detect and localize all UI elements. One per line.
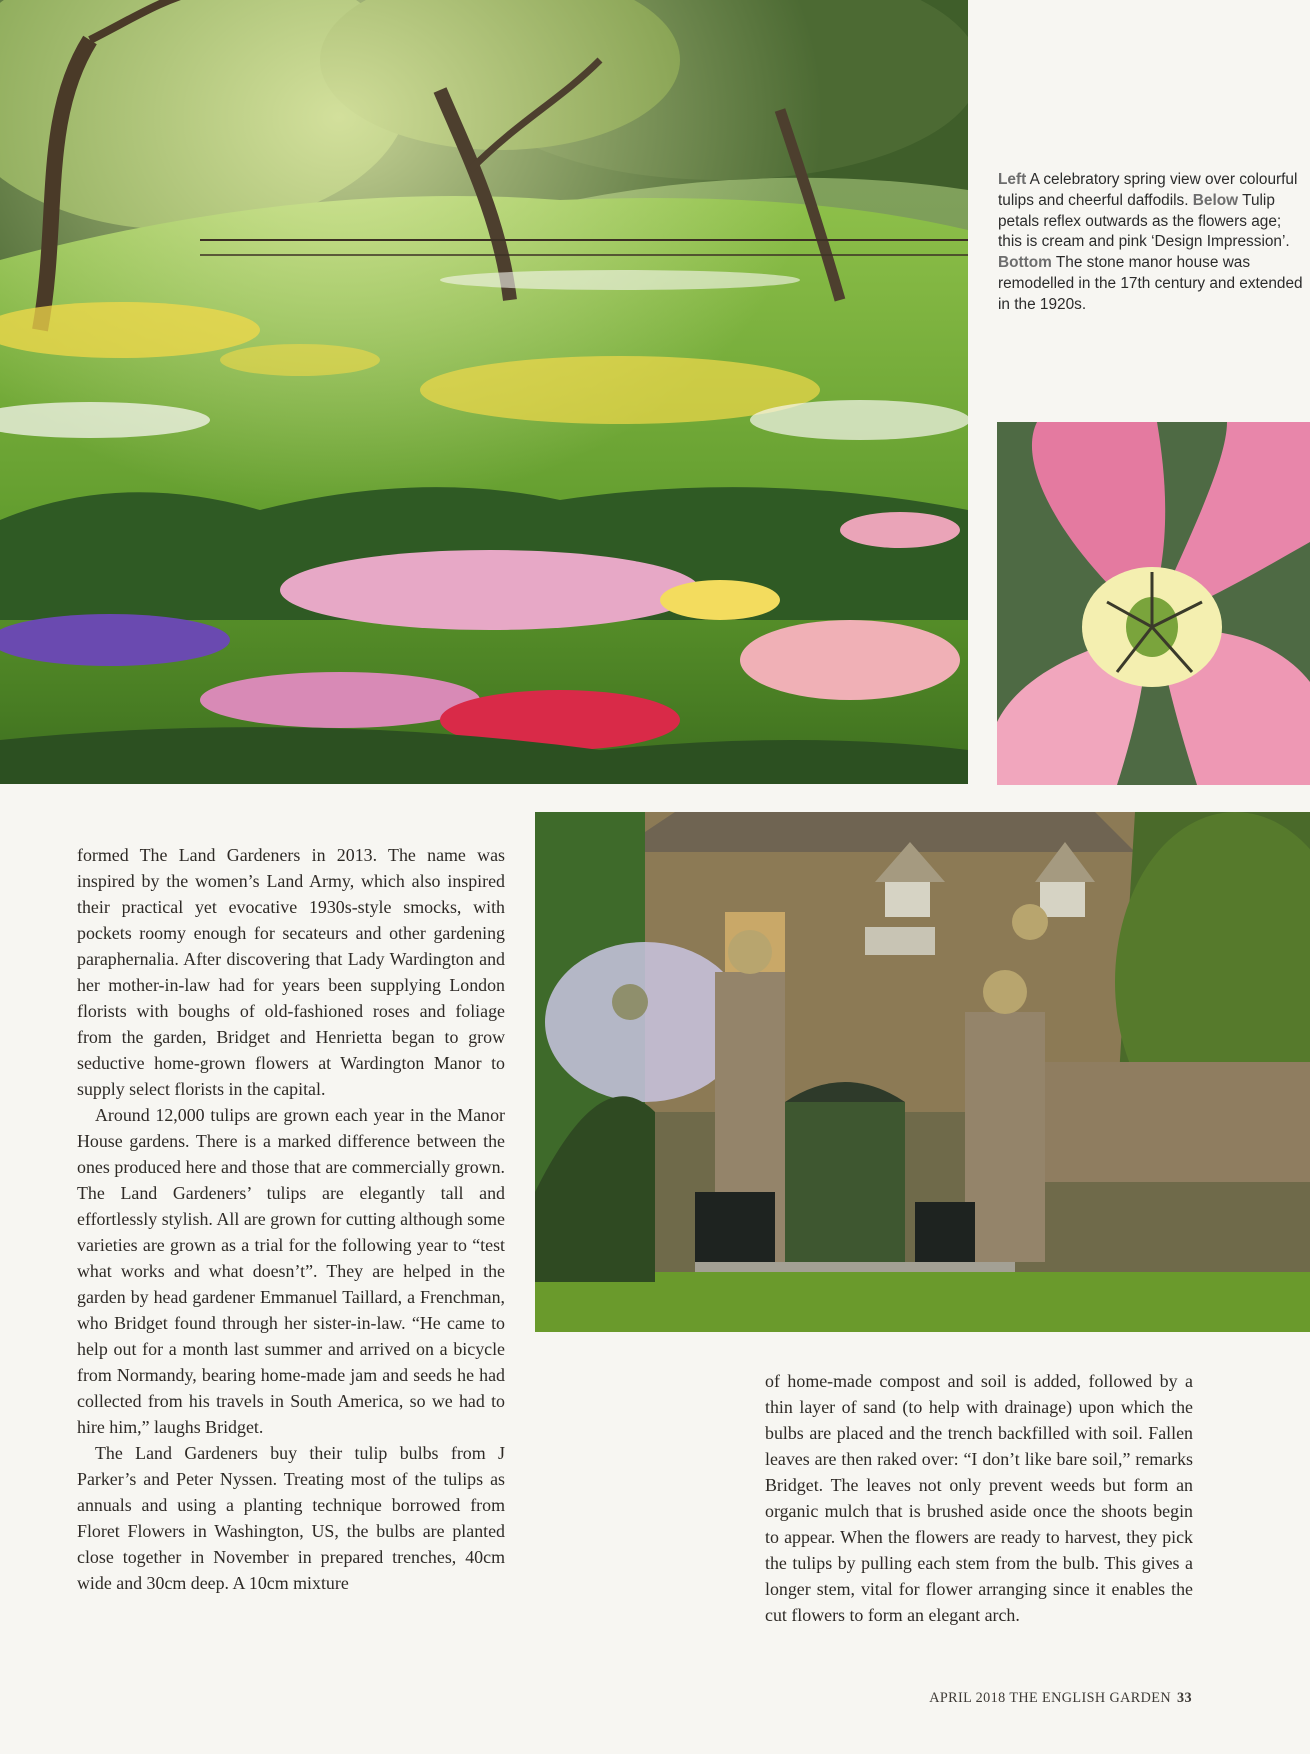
article-paragraph: of home-made compost and soil is added, followed by a thin layer of sand (to help with drainage) upon which the bulbs are placed and the trench backfilled with soil. Fallen leaves are then raked over: “I don’t like bare soil,” remarks Bridget. The leaves not only prevent weeds but form an organic mulch that is brushed aside once the shoots begin to appear. When the flowers are ready to harvest, they pick the tulips by pulling each stem from the bulb. This gives a longer stem, vital for flower arranging since it enables the cut flowers to form an elegant arch. bbox=[765, 1371, 1193, 1625]
manor-house-photo bbox=[535, 812, 1310, 1332]
article-column-right bbox=[765, 1368, 1193, 1628]
photo-caption bbox=[998, 170, 1303, 316]
caption-below-text: Tulip petals reflex outwards as the flowers age; this is cream and pink ‘Design Impression’. bbox=[998, 191, 1290, 251]
tulip-closeup-photo bbox=[997, 422, 1310, 785]
caption-left-text: A celebratory spring view over colourful tulips and cheerful daffodils. bbox=[998, 171, 1298, 209]
article-column-left bbox=[77, 842, 505, 1596]
hero-photo-tulip-meadow bbox=[0, 0, 968, 784]
caption-bottom-label: Bottom bbox=[998, 254, 1052, 272]
caption-below-label: Below bbox=[1192, 191, 1239, 209]
caption-left-label: Left bbox=[998, 171, 1027, 188]
article-paragraph: The Land Gardeners buy their tulip bulbs from J Parker’s and Peter Nyssen. Treating most of the tulips as annuals and using a planting technique borrowed from Floret Flowers in Washington, US, the bulbs are planted close together in November in prepared trenches, 40cm wide and 30cm deep. A 10cm mixture bbox=[77, 1443, 505, 1593]
caption-bottom-text: The stone manor house was remodelled in the 17th century and extended in the 1920s. bbox=[998, 254, 1303, 313]
issue-title: APRIL 2018 THE ENGLISH GARDEN bbox=[929, 1690, 1171, 1706]
article-paragraph: Around 12,000 tulips are grown each year in the Manor House gardens. There is a marked difference between the ones produced here and those that are commercially grown. The Land Gardeners’ tulips are elegantly tall and effortlessly stylish. All are grown for cutting although some varieties are grown as a trial for the following year to “test what works and what doesn’t”. They are helped in the garden by head gardener Emmanuel Taillard, a Frenchman, who Bridget found through her sister-in-law. “He came to help out for a month last summer and arrived on a bicycle from Normandy, bearing home-made jam and seeds he had collected from his travels in South America, so we had to hire him,” laughs Bridget. bbox=[77, 1105, 505, 1437]
page-number: 33 bbox=[1177, 1690, 1192, 1706]
page-footer bbox=[929, 1690, 1192, 1707]
article-paragraph: formed The Land Gardeners in 2013. The name was inspired by the women’s Land Army, which also inspired their practical yet evocative 1930s-style smocks, with pockets roomy enough for secateurs and other gardening paraphernalia. After discovering that Lady Wardington and her mother-in-law had for years been supplying London florists with boughs of old-fashioned roses and foliage from the garden, Bridget and Henrietta began to grow seductive home-grown flowers at Wardington Manor to supply select florists in the capital. bbox=[77, 845, 505, 1099]
